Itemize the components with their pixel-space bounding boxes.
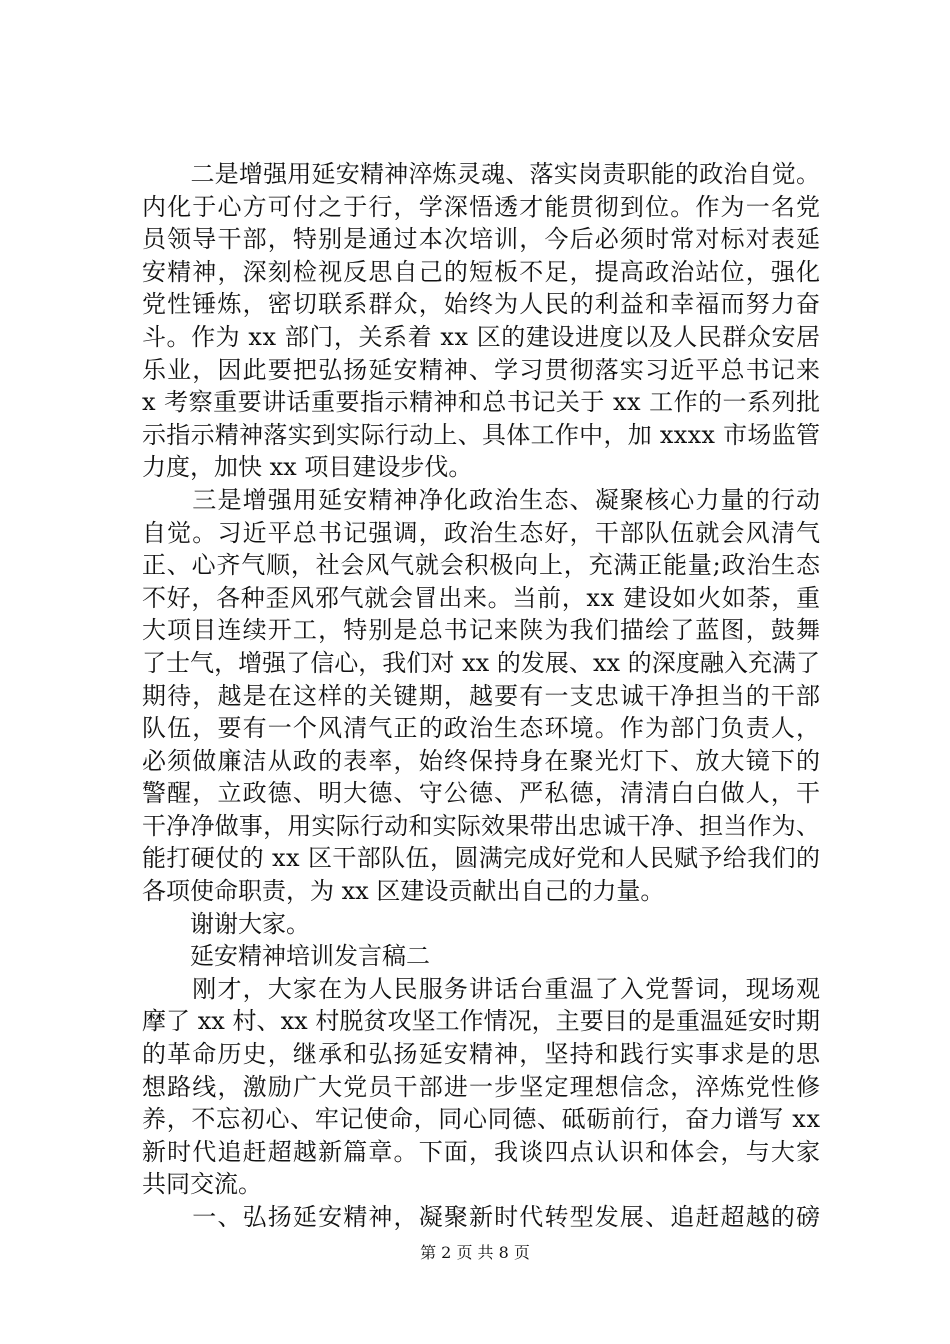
text-line: 各项使命职责，为 xx 区建设贡献出自己的力量。 [142,877,665,906]
text-line: 必须做廉洁从政的表率，始终保持身在聚光灯下、放大镜下的 [142,746,822,775]
text-line: 正、心齐气顺，社会风气就会积极向上，充满正能量;政治生态 [142,551,821,580]
text-line: 不好，各种歪风邪气就会冒出来。当前，xx 建设如火如荼，重 [142,583,821,612]
text-line: 自觉。习近平总书记强调，政治生态好，干部队伍就会风清气 [142,518,822,547]
text-line: 警醒，立政德、明大德、守公德、严私德，清清白白做人，干 [142,779,822,808]
text-line: 刚才，大家在为人民服务讲话台重温了入党誓词，现场观 [142,974,822,1003]
text-line: 能打硬仗的 xx 区干部队伍，圆满完成好党和人民赋予给我们的 [142,844,821,873]
text-line: 三是增强用延安精神净化政治生态、凝聚核心力量的行动 [142,485,822,514]
document-body [142,158,820,1234]
text-line: 示指示精神落实到实际行动上、具体工作中，加 xxxx 市场监管 [142,420,821,449]
text-line: 谢谢大家。 [142,909,310,938]
text-line: 养，不忘初心、牢记使命，同心同德、砥砺前行，奋力谱写 xx [142,1105,821,1134]
text-line: 了士气，增强了信心，我们对 xx 的发展、xx 的深度融入充满了 [142,648,821,677]
text-line: 一、弘扬延安精神，凝聚新时代转型发展、追赶超越的磅 [142,1203,822,1231]
text-line: 摩了 xx 村、xx 村脱贫攻坚工作情况，主要目的是重温延安时期 [142,1007,821,1036]
text-line: 新时代追赶超越新篇章。下面，我谈四点认识和体会，与大家 [142,1137,822,1166]
text-line: 力度，加快 xx 项目建设步伐。 [142,453,473,482]
text-line: 员领导干部，特别是通过本次培训，今后必须时常对标对表延 [142,225,822,254]
text-line: 队伍，要有一个风清气正的政治生态环境。作为部门负责人， [142,714,822,743]
page-footer: 第 2 页 共 8 页 [420,1243,530,1262]
text-line: 共同交流。 [142,1170,262,1199]
text-line: 想路线，激励广大党员干部进一步坚定理想信念，淬炼党性修 [142,1072,822,1101]
text-line: 干净净做事，用实际行动和实际效果带出忠诚干净、担当作为、 [142,811,821,840]
text-line: x 考察重要讲话重要指示精神和总书记关于 xx 工作的一系列批 [142,388,821,417]
text-line: 党性锤炼，密切联系群众，始终为人民的利益和幸福而努力奋 [142,290,822,319]
text-line: 斗。作为 xx 部门，关系着 xx 区的建设进度以及人民群众安居 [142,322,821,351]
text-line: 大项目连续开工，特别是总书记来陕为我们描绘了蓝图，鼓舞 [142,616,822,645]
text-line: 二是增强用延安精神淬炼灵魂、落实岗责职能的政治自觉。 [142,160,821,188]
text-line: 的革命历史，继承和弘扬延安精神，坚持和践行实事求是的思 [142,1040,822,1069]
text-line: 内化于心方可付之于行，学深悟透才能贯彻到位。作为一名党 [142,192,822,221]
text-line: 安精神，深刻检视反思自己的短板不足，提高政治站位，强化 [142,257,822,286]
text-line: 期待，越是在这样的关键期，越要有一支忠诚干净担当的干部 [142,681,822,710]
text-line: 延安精神培训发言稿二 [142,942,430,971]
text-line: 乐业，因此要把弘扬延安精神、学习贯彻落实习近平总书记来 [142,355,822,384]
